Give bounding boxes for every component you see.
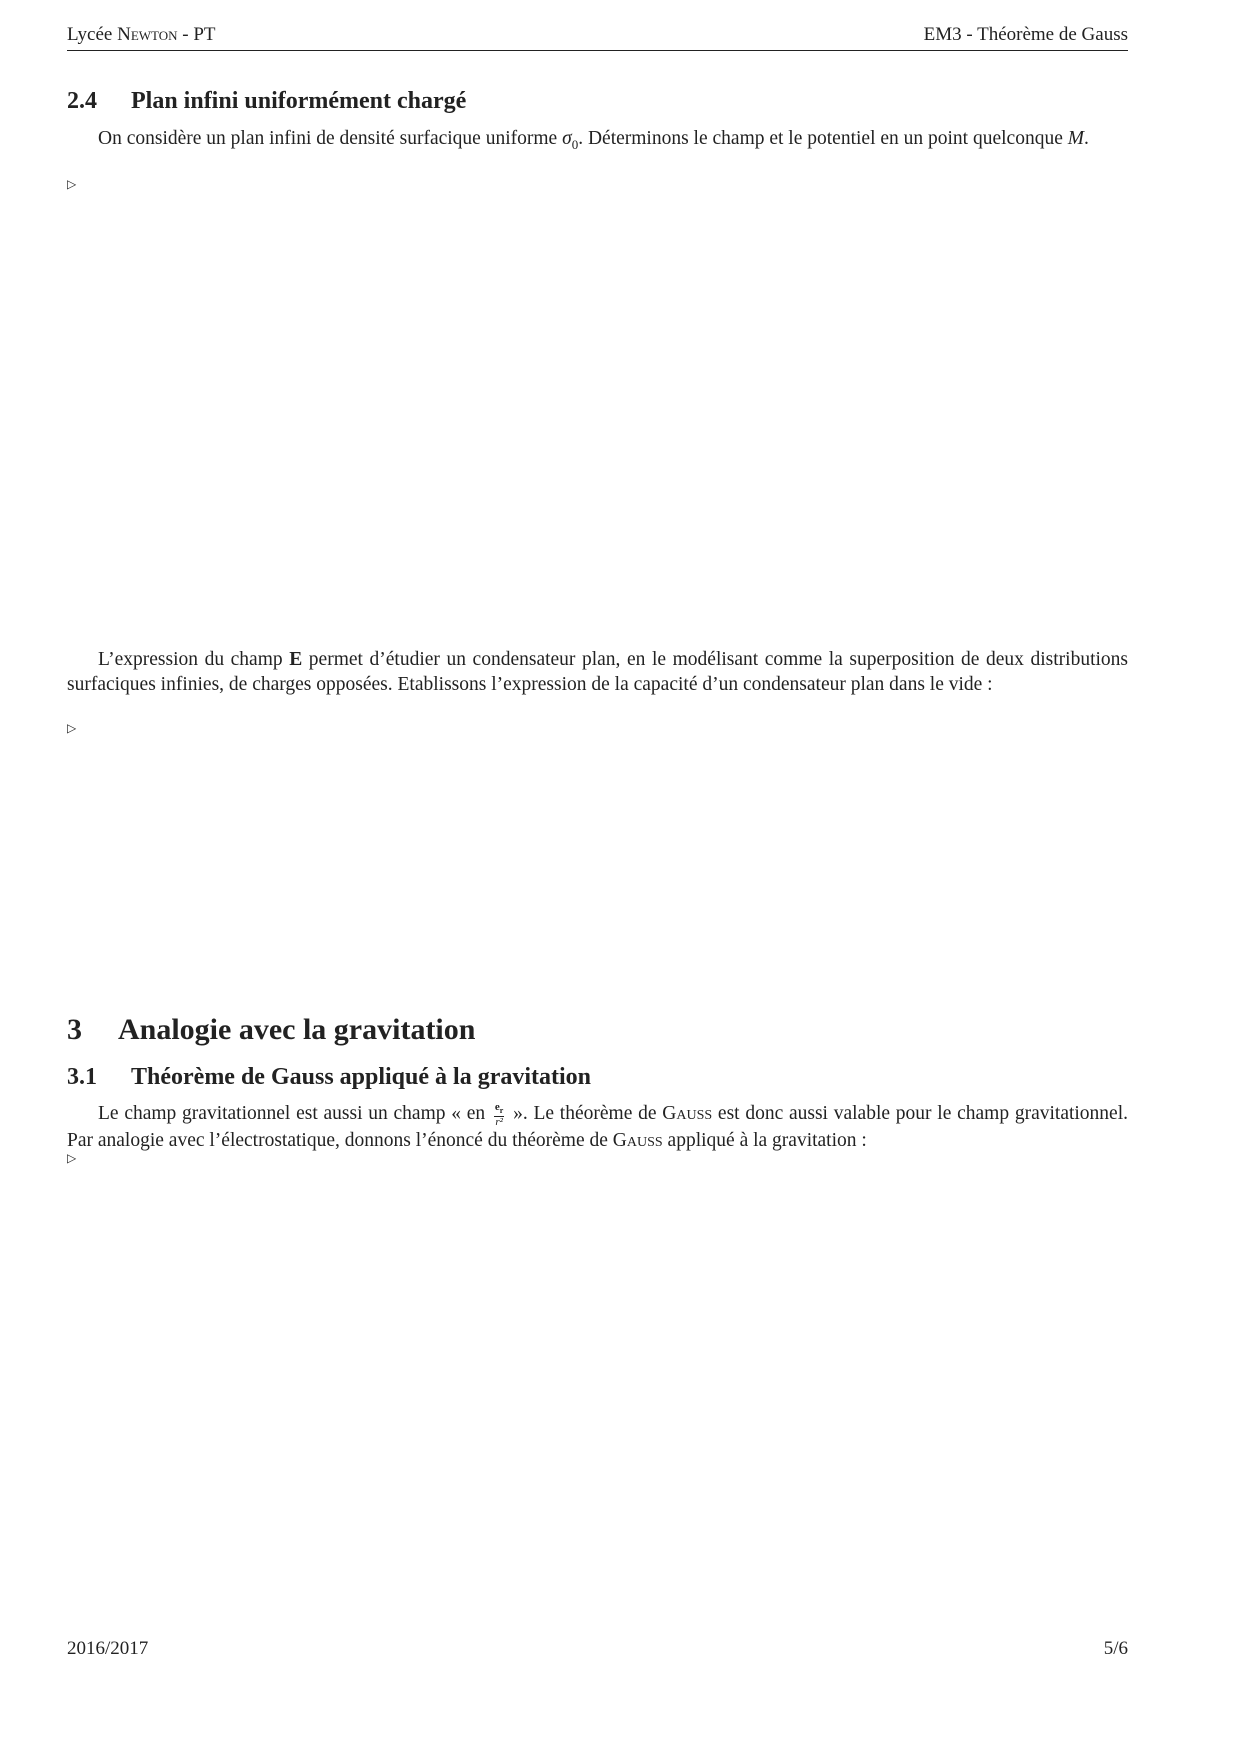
answer-marker: ▷ [67,1151,77,1165]
page-header [67,22,1128,51]
text: est donc aussi valable pour le champ gravitationnel. Par analogie avec l’électrostatique, donnons l’énoncé du théorème de [67,1103,1129,1151]
header-right: EM3 - Théorème de Gauss [923,24,1128,45]
section-title: Analogie avec la gravitation [118,1013,476,1046]
numerator-subscript: r [499,1106,504,1115]
fraction-numerator [494,1102,504,1117]
section-title: Plan infini uniformément chargé [131,88,467,114]
text: permet d’étudier un condensateur plan, en le modélisant comme la superposition de deux distributions surfaciques infinies, de charges opposées. Etablissons l’expression de la capacité d’un condensateur plan dans le vide : [67,649,1128,695]
fraction-denominator: r² [495,1116,503,1128]
vector-e: E [289,649,303,670]
text: ». Le théorème de [507,1103,663,1124]
header-school-prefix: Lycée [67,24,118,45]
text: L’expression du champ [98,649,290,670]
footer-page-number: 5/6 [1103,1638,1128,1659]
name-gauss: Gauss [612,1130,663,1151]
name-gauss: Gauss [662,1103,713,1124]
numerator-e: e [494,1100,500,1113]
text: On considère un plan infini de densité surfacique uniforme [98,128,563,149]
section-number: 2.4 [67,88,97,114]
header-school-name: Newton [117,24,178,45]
sigma-subscript: 0 [571,136,579,152]
fraction-er-over-r2 [494,1102,504,1128]
footer-year: 2016/2017 [67,1638,149,1659]
header-left [67,24,216,46]
text: . [1083,128,1089,149]
section-number: 3 [67,1013,82,1046]
answer-marker: ▷ [67,721,77,735]
text: appliqué à la gravitation : [662,1130,867,1151]
text: Le champ gravitationnel est aussi un champ « en [98,1103,491,1124]
paragraph-plane [67,126,1128,157]
paragraph-gravitation [67,1101,1128,1153]
section-2-4-heading [67,88,466,115]
text: . Déterminons le champ et le potentiel en un point quelconque [578,128,1068,149]
sigma-symbol: σ [562,128,572,149]
section-3-1-heading [67,1064,591,1091]
section-title: Théorème de Gauss appliqué à la gravitation [131,1064,592,1090]
header-class: - PT [177,24,216,45]
section-3-heading [67,1013,475,1047]
section-number: 3.1 [67,1064,97,1090]
paragraph-capacitor [67,647,1128,697]
answer-marker: ▷ [67,177,77,191]
point-m: M [1067,128,1084,149]
